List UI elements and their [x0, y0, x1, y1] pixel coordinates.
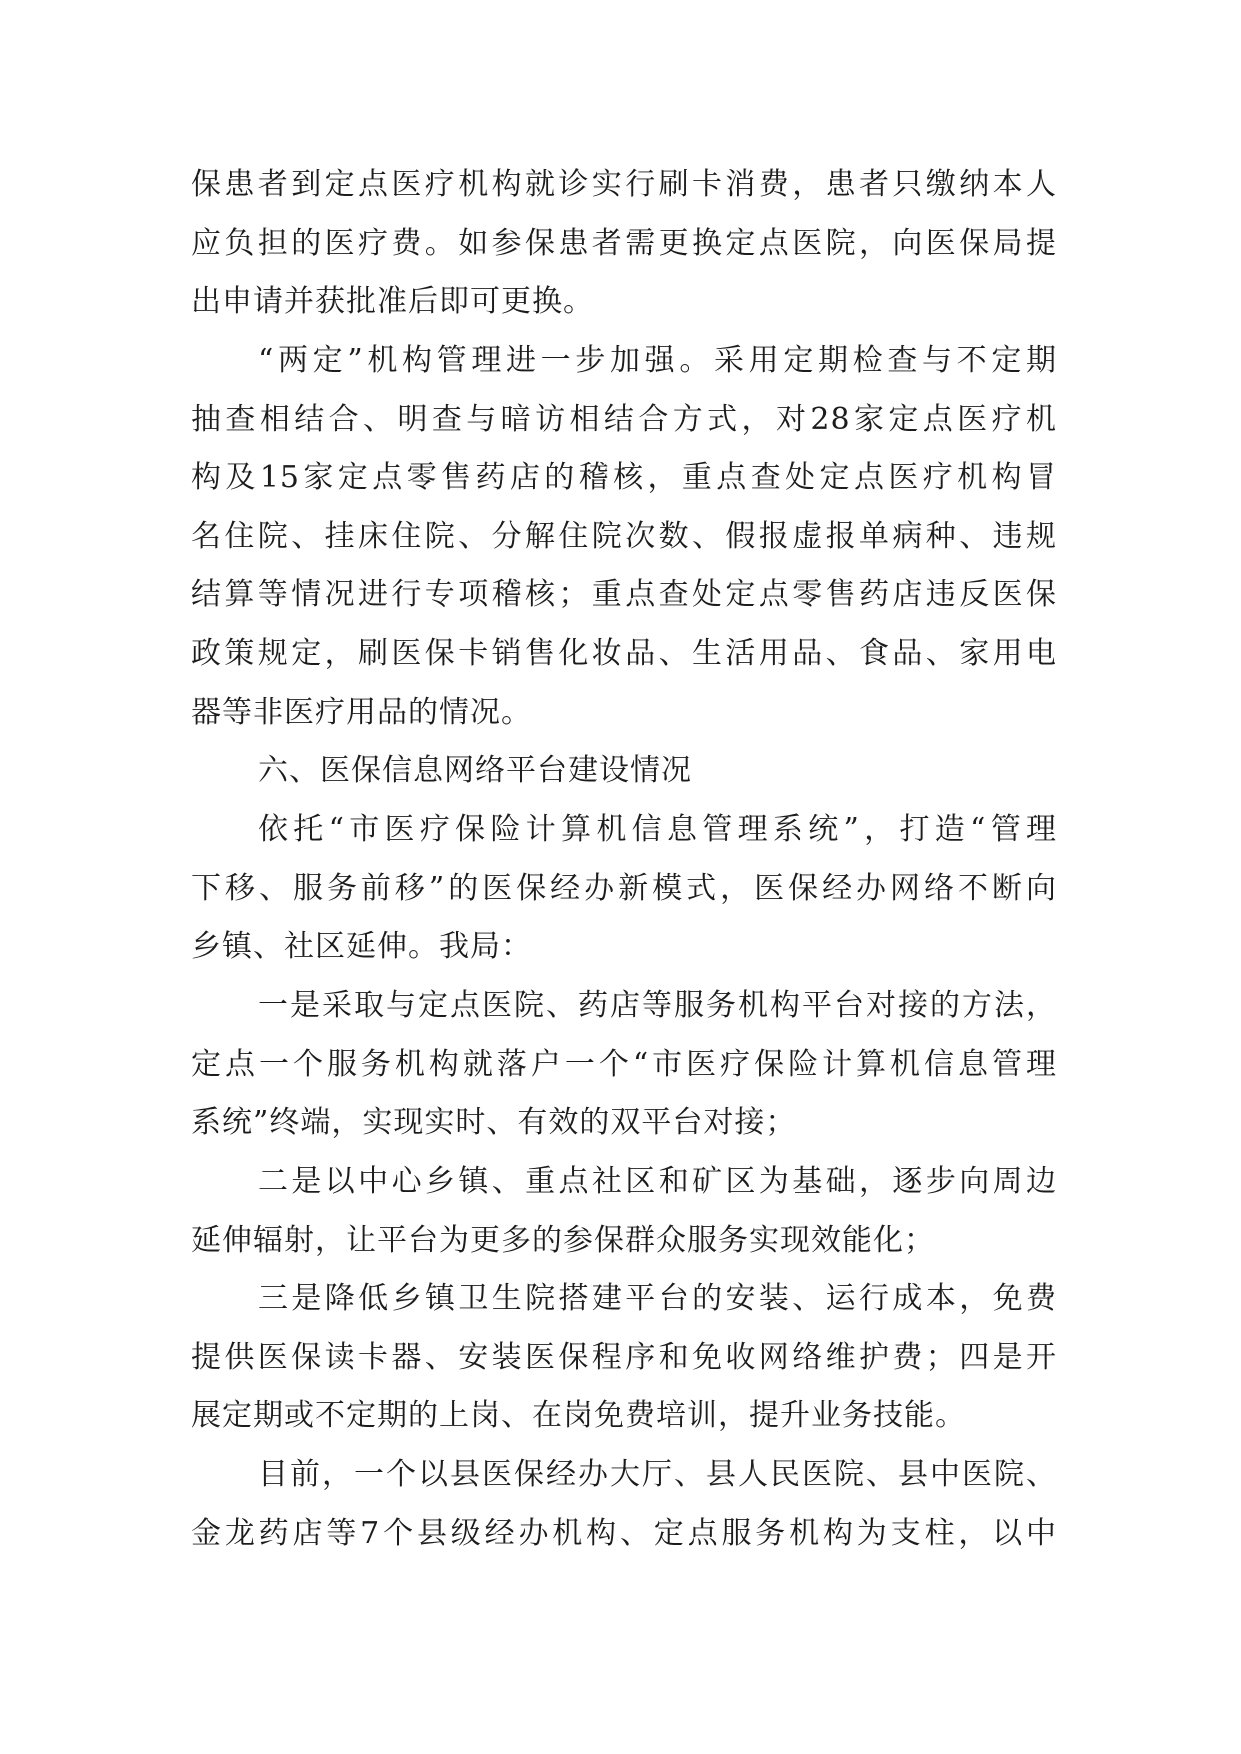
paragraph	[191, 801, 1057, 977]
text-line: 下移、服务前移”的医保经办新模式，医保经办网络不断向	[191, 870, 1057, 906]
text-line: 保患者到定点医疗机构就诊实行刷卡消费，患者只缴纳本人	[191, 167, 1057, 202]
paragraph	[191, 156, 1057, 332]
document-body	[191, 156, 1057, 1563]
text-line: 展定期或不定期的上岗、在岗免费培训，提升业务技能。	[191, 1398, 966, 1434]
text-line: 依托“市医疗保险计算机信息管理系统”，打造“管理	[258, 812, 1057, 848]
text-line: 目前，一个以县医保经办大厅、县人民医院、县中医院、	[258, 1457, 1057, 1493]
text-line: 金龙药店等7个县级经办机构、定点服务机构为支柱，以中	[191, 1515, 1057, 1551]
text-line: 名住院、挂床住院、分解住院次数、假报虚报单病种、违规	[191, 518, 1057, 554]
text-line: “两定”机构管理进一步加强。采用定期检查与不定期	[258, 342, 1057, 378]
text-line: 提供医保读卡器、安装医保程序和免收网络维护费；四是开	[191, 1339, 1057, 1375]
paragraph	[191, 1270, 1057, 1446]
text-line: 系统”终端，实现实时、有效的双平台对接；	[191, 1105, 797, 1141]
text-line: 抽查相结合、明查与暗访相结合方式，对28家定点医疗机	[191, 401, 1057, 437]
text-line: 结算等情况进行专项稽核；重点查处定点零售药店违反医保	[191, 577, 1057, 613]
text-line: 政策规定，刷医保卡销售化妆品、生活用品、食品、家用电	[191, 636, 1057, 672]
text-line: 延伸辐射，让平台为更多的参保群众服务实现效能化；	[191, 1222, 935, 1258]
text-line: 定点一个服务机构就落户一个“市医疗保险计算机信息管理	[191, 1046, 1057, 1082]
paragraph	[191, 332, 1057, 742]
text-line: 器等非医疗用品的情况。	[191, 694, 532, 730]
paragraph	[191, 977, 1057, 1153]
text-line: 应负担的医疗费。如参保患者需更换定点医院，向医保局提	[191, 225, 1057, 261]
text-line: 一是采取与定点医院、药店等服务机构平台对接的方法，	[258, 987, 1057, 1023]
paragraph	[191, 1446, 1057, 1563]
text-line: 乡镇、社区延伸。我局：	[191, 929, 532, 965]
heading-line: 六、医保信息网络平台建设情况	[258, 753, 692, 789]
section-heading	[191, 742, 1057, 801]
text-line: 二是以中心乡镇、重点社区和矿区为基础，逐步向周边	[258, 1163, 1057, 1199]
paragraph	[191, 1153, 1057, 1270]
text-line: 构及15家定点零售药店的稽核，重点查处定点医疗机构冒	[191, 460, 1057, 496]
text-line: 三是降低乡镇卫生院搭建平台的安装、运行成本，免费	[258, 1281, 1057, 1317]
text-line: 出申请并获批准后即可更换。	[191, 284, 594, 320]
